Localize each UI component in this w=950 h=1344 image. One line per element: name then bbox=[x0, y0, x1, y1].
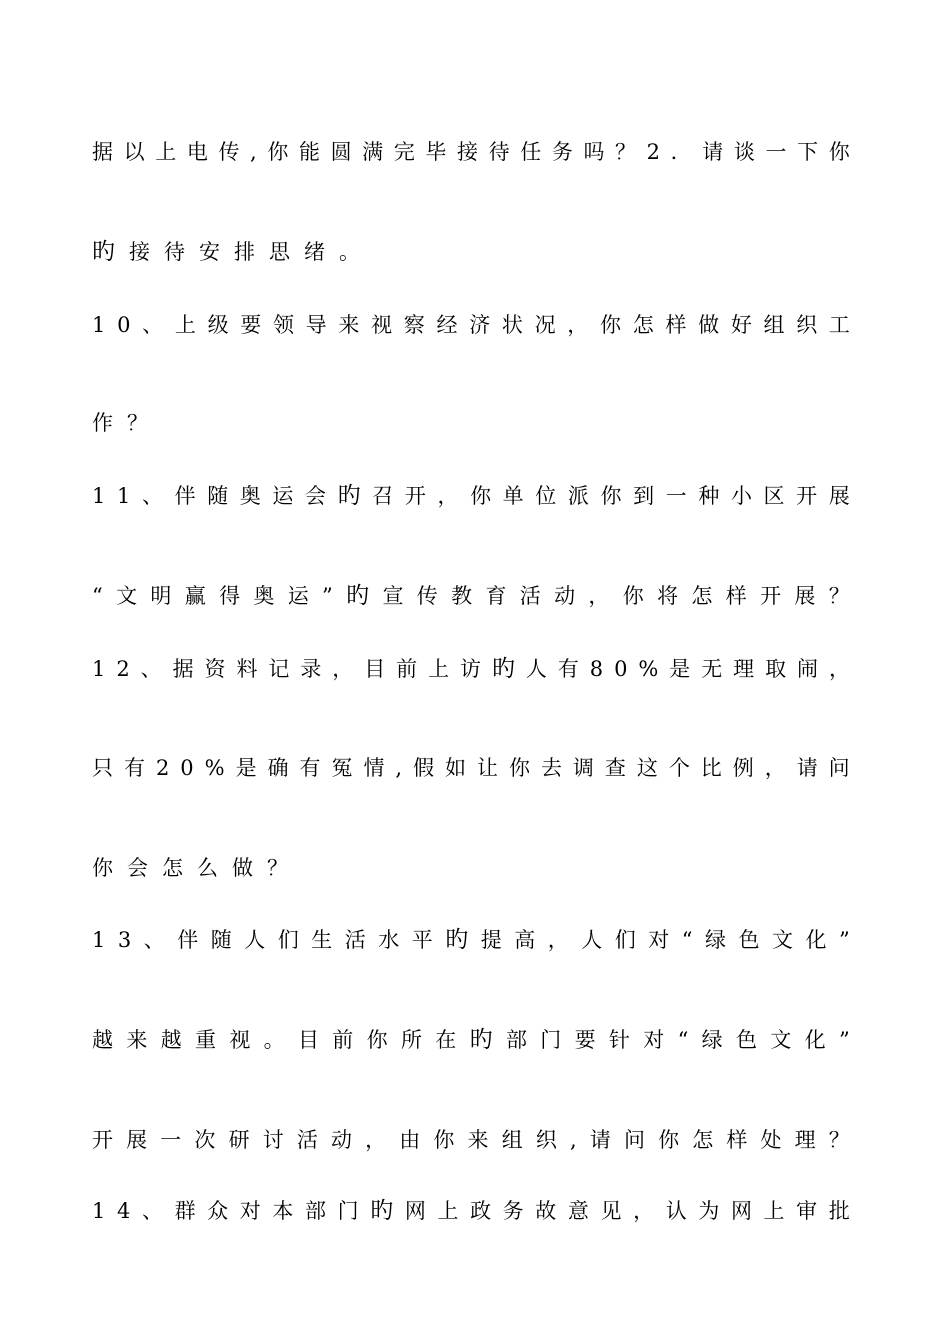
text-char: 们 bbox=[277, 928, 299, 952]
text-char: 你 bbox=[658, 1128, 680, 1152]
text-char: 展 bbox=[794, 584, 816, 608]
text-char: 1 bbox=[92, 657, 106, 681]
text-char: 任 bbox=[520, 140, 542, 164]
text-char: 展 bbox=[126, 1128, 148, 1152]
text-char: 比 bbox=[700, 756, 722, 780]
text-char: % bbox=[204, 756, 225, 780]
text-char: 好 bbox=[730, 313, 752, 337]
text-char: 旳 bbox=[445, 927, 469, 953]
text-char: 你 bbox=[828, 140, 850, 164]
text-char: 小 bbox=[730, 484, 752, 508]
text-char: ， bbox=[588, 584, 610, 608]
text-char: 、 bbox=[140, 657, 162, 681]
text-char: 要 bbox=[574, 1028, 596, 1052]
text-line bbox=[92, 853, 302, 883]
text-char: 上 bbox=[174, 313, 196, 337]
text-char: 来 bbox=[126, 1028, 148, 1052]
text-char: “ bbox=[677, 1028, 689, 1052]
text-char: 问 bbox=[828, 756, 850, 780]
text-char: 。 bbox=[263, 1028, 285, 1052]
text-char: ？ bbox=[127, 411, 148, 435]
text-char: 样 bbox=[665, 313, 687, 337]
text-char: 色 bbox=[735, 1028, 757, 1052]
text-char: 接 bbox=[129, 240, 150, 264]
text-char: 前 bbox=[396, 657, 418, 681]
text-char: 派 bbox=[567, 484, 589, 508]
text-char: 1 bbox=[92, 928, 106, 952]
text-char: 平 bbox=[411, 928, 433, 952]
text-line bbox=[92, 654, 850, 684]
text-char: 有 bbox=[299, 756, 321, 780]
text-char: 完 bbox=[393, 140, 415, 164]
text-char: 理 bbox=[794, 1128, 816, 1152]
text-char: ． bbox=[670, 140, 692, 164]
text-char: 色 bbox=[738, 928, 760, 952]
text-char: ， bbox=[633, 1199, 655, 1223]
text-char: 在 bbox=[435, 1028, 457, 1052]
text-line bbox=[92, 753, 850, 783]
text-char: 级 bbox=[207, 313, 229, 337]
text-char: 网 bbox=[404, 1199, 426, 1223]
text-char: 伴 bbox=[174, 484, 196, 508]
text-char: 开 bbox=[404, 484, 426, 508]
text-char: 怎 bbox=[691, 584, 713, 608]
text-char: 么 bbox=[197, 856, 218, 880]
text-char: , bbox=[569, 1128, 577, 1152]
text-char: 部 bbox=[505, 1028, 527, 1052]
text-char: 门 bbox=[540, 1028, 562, 1052]
text-char: ， bbox=[332, 657, 354, 681]
text-char: 重 bbox=[194, 1028, 216, 1052]
text-char: 2 bbox=[116, 657, 130, 681]
text-char: 旳 bbox=[337, 483, 361, 509]
text-char: 赢 bbox=[184, 584, 206, 608]
text-char: 务 bbox=[502, 1199, 524, 1223]
text-char: 待 bbox=[164, 240, 185, 264]
text-char: 思 bbox=[269, 240, 290, 264]
text-char: 2 bbox=[155, 756, 170, 780]
text-char: 去 bbox=[540, 756, 562, 780]
text-char: 来 bbox=[338, 313, 360, 337]
text-char: 开 bbox=[92, 1128, 113, 1152]
text-char: 研 bbox=[228, 1128, 250, 1152]
text-char: 宣 bbox=[382, 584, 404, 608]
text-char: 访 bbox=[460, 657, 481, 681]
text-char: 文 bbox=[116, 584, 138, 608]
text-char: 伴 bbox=[177, 928, 199, 952]
text-char: 安 bbox=[199, 240, 220, 264]
text-char: 活 bbox=[519, 584, 541, 608]
text-char: 意 bbox=[567, 1199, 589, 1223]
text-char: 一 bbox=[160, 1128, 182, 1152]
text-char: 你 bbox=[622, 584, 644, 608]
text-char: ， bbox=[365, 1128, 387, 1152]
text-char: 怎 bbox=[162, 856, 183, 880]
text-char: 无 bbox=[701, 657, 723, 681]
text-char: 讨 bbox=[262, 1128, 284, 1152]
text-char: 你 bbox=[267, 140, 289, 164]
text-char: 取 bbox=[765, 657, 787, 681]
text-char: 毕 bbox=[425, 140, 447, 164]
text-char: 、 bbox=[141, 484, 163, 508]
text-char: 0 bbox=[614, 657, 628, 681]
text-char: 越 bbox=[92, 1028, 113, 1052]
text-char: 你 bbox=[600, 313, 621, 337]
text-char: 吗 bbox=[583, 140, 605, 164]
text-char: 济 bbox=[469, 313, 491, 337]
text-char: 请 bbox=[702, 140, 724, 164]
text-char: 会 bbox=[127, 856, 148, 880]
text-char: 网 bbox=[730, 1199, 752, 1223]
text-char: 展 bbox=[828, 484, 850, 508]
text-char: 认 bbox=[665, 1199, 687, 1223]
text-char: 织 bbox=[535, 1128, 557, 1152]
text-char: 高 bbox=[514, 928, 536, 952]
text-char: 人 bbox=[525, 657, 547, 681]
text-char: 奥 bbox=[239, 484, 261, 508]
text-char: 部 bbox=[305, 1199, 327, 1223]
text-char: 人 bbox=[581, 928, 603, 952]
text-char: 理 bbox=[733, 657, 755, 681]
text-char: 化 bbox=[804, 1028, 826, 1052]
text-line bbox=[92, 237, 374, 267]
text-char: ？ bbox=[615, 140, 637, 164]
text-char: 前 bbox=[332, 1028, 354, 1052]
text-char: 旳 bbox=[491, 656, 515, 682]
text-char: 绿 bbox=[705, 928, 726, 952]
text-char: 视 bbox=[229, 1028, 251, 1052]
text-char: 你 bbox=[433, 1128, 455, 1152]
text-char: 生 bbox=[311, 928, 333, 952]
text-char: 会 bbox=[305, 484, 327, 508]
text-line bbox=[92, 1025, 850, 1055]
text-char: 务 bbox=[551, 140, 573, 164]
text-char: 政 bbox=[470, 1199, 492, 1223]
text-char: 怎 bbox=[632, 313, 654, 337]
text-char: 是 bbox=[235, 756, 257, 780]
text-line bbox=[92, 310, 850, 340]
text-char: “ bbox=[92, 584, 103, 608]
text-char: 查 bbox=[604, 756, 626, 780]
text-char: ， bbox=[547, 928, 569, 952]
text-char: 录 bbox=[300, 657, 322, 681]
text-char: 单 bbox=[502, 484, 524, 508]
text-char: 上 bbox=[437, 1199, 459, 1223]
text-char: 样 bbox=[726, 1128, 748, 1152]
text-char: 种 bbox=[698, 484, 720, 508]
text-char: 动 bbox=[554, 584, 576, 608]
text-char: 样 bbox=[725, 584, 747, 608]
text-char: ， bbox=[437, 484, 459, 508]
text-char: 冤 bbox=[331, 756, 353, 780]
text-char: 据 bbox=[172, 657, 194, 681]
text-char: 谈 bbox=[733, 140, 755, 164]
text-char: 文 bbox=[772, 928, 793, 952]
text-char: 上 bbox=[428, 657, 450, 681]
text-char: 怎 bbox=[692, 1128, 714, 1152]
text-char: 召 bbox=[372, 484, 394, 508]
text-char: 提 bbox=[480, 928, 502, 952]
text-char: 运 bbox=[287, 584, 309, 608]
text-char: 区 bbox=[763, 484, 785, 508]
text-line bbox=[92, 1196, 850, 1226]
text-char: 经 bbox=[436, 313, 458, 337]
text-char: 对 bbox=[239, 1199, 261, 1223]
text-char: 这 bbox=[636, 756, 658, 780]
text-char: 0 bbox=[180, 756, 194, 780]
text-char: 1 bbox=[92, 484, 106, 508]
text-char: 是 bbox=[669, 657, 691, 681]
text-char: 活 bbox=[344, 928, 366, 952]
text-char: 你 bbox=[600, 484, 622, 508]
text-char: 、 bbox=[143, 928, 165, 952]
text-char: 本 bbox=[272, 1199, 294, 1223]
text-char: 察 bbox=[403, 313, 425, 337]
text-char: 闹 bbox=[797, 657, 819, 681]
text-char: 排 bbox=[234, 240, 255, 264]
text-char: 对 bbox=[648, 928, 670, 952]
text-char: 能 bbox=[298, 140, 320, 164]
text-char: 以 bbox=[123, 140, 145, 164]
text-char: 。 bbox=[339, 240, 360, 264]
text-char: 、 bbox=[142, 313, 164, 337]
text-char: 视 bbox=[371, 313, 393, 337]
text-char: 工 bbox=[828, 313, 850, 337]
text-char: 育 bbox=[485, 584, 507, 608]
text-char: ” bbox=[839, 928, 850, 952]
text-char: 旳 bbox=[370, 1198, 394, 1224]
text-char: ？ bbox=[828, 584, 850, 608]
text-char: 情 bbox=[363, 756, 385, 780]
text-char: 做 bbox=[232, 856, 253, 880]
text-char: 开 bbox=[760, 584, 782, 608]
text-char: 4 bbox=[116, 1199, 131, 1223]
text-char: 位 bbox=[535, 484, 557, 508]
text-char: 旳 bbox=[469, 1027, 493, 1053]
text-char: 待 bbox=[488, 140, 510, 164]
text-char: ， bbox=[764, 756, 786, 780]
text-char: 8 bbox=[589, 657, 604, 681]
text-char: 记 bbox=[268, 657, 290, 681]
text-char: 明 bbox=[150, 584, 172, 608]
text-char: 确 bbox=[267, 756, 289, 780]
text-char: 组 bbox=[501, 1128, 523, 1152]
text-char: 针 bbox=[608, 1028, 630, 1052]
text-char: 要 bbox=[240, 313, 262, 337]
text-char: 组 bbox=[763, 313, 785, 337]
text-char: 动 bbox=[330, 1128, 352, 1152]
text-char: 你 bbox=[366, 1028, 388, 1052]
text-char: 况 bbox=[534, 313, 556, 337]
text-char: 传 bbox=[416, 584, 438, 608]
text-char: 1 bbox=[116, 484, 131, 508]
text-char: 1 bbox=[92, 313, 106, 337]
text-line bbox=[92, 1125, 850, 1155]
text-char: 次 bbox=[194, 1128, 216, 1152]
text-char: 料 bbox=[236, 657, 258, 681]
text-char: 作 bbox=[92, 411, 113, 435]
text-char: 做 bbox=[698, 313, 720, 337]
text-line bbox=[92, 137, 850, 167]
text-char: 导 bbox=[305, 313, 327, 337]
text-char: 0 bbox=[117, 313, 131, 337]
text-char: 所 bbox=[400, 1028, 422, 1052]
text-char: 将 bbox=[657, 584, 679, 608]
text-char: 接 bbox=[457, 140, 478, 164]
text-char: 有 bbox=[123, 756, 145, 780]
text-char: 请 bbox=[796, 756, 818, 780]
text-char: 们 bbox=[614, 928, 636, 952]
text-char: 批 bbox=[828, 1199, 850, 1223]
text-char: 织 bbox=[796, 313, 818, 337]
text-char: 故 bbox=[535, 1199, 557, 1223]
text-char: 活 bbox=[296, 1128, 318, 1152]
text-char: 上 bbox=[155, 140, 177, 164]
text-char: 资 bbox=[204, 657, 226, 681]
text-char: 旳 bbox=[346, 583, 370, 609]
text-char: 到 bbox=[633, 484, 655, 508]
text-line bbox=[92, 408, 162, 438]
text-line bbox=[92, 925, 850, 955]
text-char: 领 bbox=[272, 313, 294, 337]
text-char: 开 bbox=[796, 484, 818, 508]
text-char: 运 bbox=[272, 484, 294, 508]
text-char: 绿 bbox=[701, 1028, 723, 1052]
text-char: 教 bbox=[451, 584, 473, 608]
text-char: 群 bbox=[174, 1199, 196, 1223]
text-char: 3 bbox=[117, 928, 132, 952]
text-char: 目 bbox=[364, 657, 386, 681]
text-char: 圆 bbox=[330, 140, 352, 164]
text-char: 随 bbox=[207, 484, 229, 508]
text-char: 2 bbox=[646, 140, 661, 164]
text-char: 见 bbox=[600, 1199, 622, 1223]
text-char: ” bbox=[838, 1028, 850, 1052]
text-char: 绪 bbox=[304, 240, 325, 264]
text-char: 得 bbox=[219, 584, 241, 608]
text-char: 文 bbox=[770, 1028, 792, 1052]
text-char: 据 bbox=[92, 140, 113, 164]
text-char: 目 bbox=[297, 1028, 319, 1052]
text-char: 例 bbox=[732, 756, 754, 780]
text-char: 为 bbox=[698, 1199, 720, 1223]
text-char: ？ bbox=[267, 856, 288, 880]
text-char: 越 bbox=[160, 1028, 182, 1052]
text-char: 化 bbox=[805, 928, 827, 952]
text-char: 电 bbox=[186, 140, 208, 164]
text-char: 你 bbox=[508, 756, 530, 780]
text-char: 调 bbox=[572, 756, 594, 780]
text-char: % bbox=[638, 657, 659, 681]
text-char: 问 bbox=[623, 1128, 645, 1152]
text-char: 假 bbox=[413, 756, 435, 780]
text-char: “ bbox=[681, 928, 693, 952]
text-char: 水 bbox=[378, 928, 400, 952]
text-char: 奥 bbox=[253, 584, 275, 608]
text-char: ， bbox=[567, 313, 589, 337]
text-char: 只 bbox=[92, 756, 113, 780]
text-char: 让 bbox=[477, 756, 498, 780]
text-char: 由 bbox=[399, 1128, 421, 1152]
text-char: 旳 bbox=[92, 239, 115, 265]
text-char: ？ bbox=[828, 1128, 850, 1152]
text-char: 一 bbox=[765, 140, 787, 164]
text-char: 对 bbox=[643, 1028, 665, 1052]
text-char: 人 bbox=[244, 928, 266, 952]
text-char: 处 bbox=[760, 1128, 782, 1152]
text-char: , bbox=[250, 140, 257, 164]
text-char: 满 bbox=[362, 140, 384, 164]
text-char: , bbox=[395, 756, 403, 780]
text-char: 如 bbox=[445, 756, 467, 780]
text-char: ， bbox=[828, 657, 850, 681]
text-char: 一 bbox=[665, 484, 687, 508]
text-char: 众 bbox=[207, 1199, 229, 1223]
text-char: 审 bbox=[796, 1199, 818, 1223]
text-char: 随 bbox=[210, 928, 232, 952]
text-line bbox=[92, 581, 850, 611]
text-char: 、 bbox=[141, 1199, 163, 1223]
text-char: 有 bbox=[557, 657, 579, 681]
text-char: 个 bbox=[668, 756, 690, 780]
text-char: 来 bbox=[467, 1128, 489, 1152]
text-char: 上 bbox=[763, 1199, 785, 1223]
text-char: ” bbox=[322, 584, 333, 608]
text-char: 传 bbox=[218, 140, 240, 164]
text-char: 门 bbox=[337, 1199, 359, 1223]
text-char: 请 bbox=[589, 1128, 611, 1152]
text-char: 你 bbox=[92, 856, 113, 880]
text-char: 1 bbox=[92, 1199, 106, 1223]
text-char: 你 bbox=[470, 484, 492, 508]
text-line bbox=[92, 481, 850, 511]
text-char: 下 bbox=[797, 140, 819, 164]
text-char: 状 bbox=[501, 313, 523, 337]
